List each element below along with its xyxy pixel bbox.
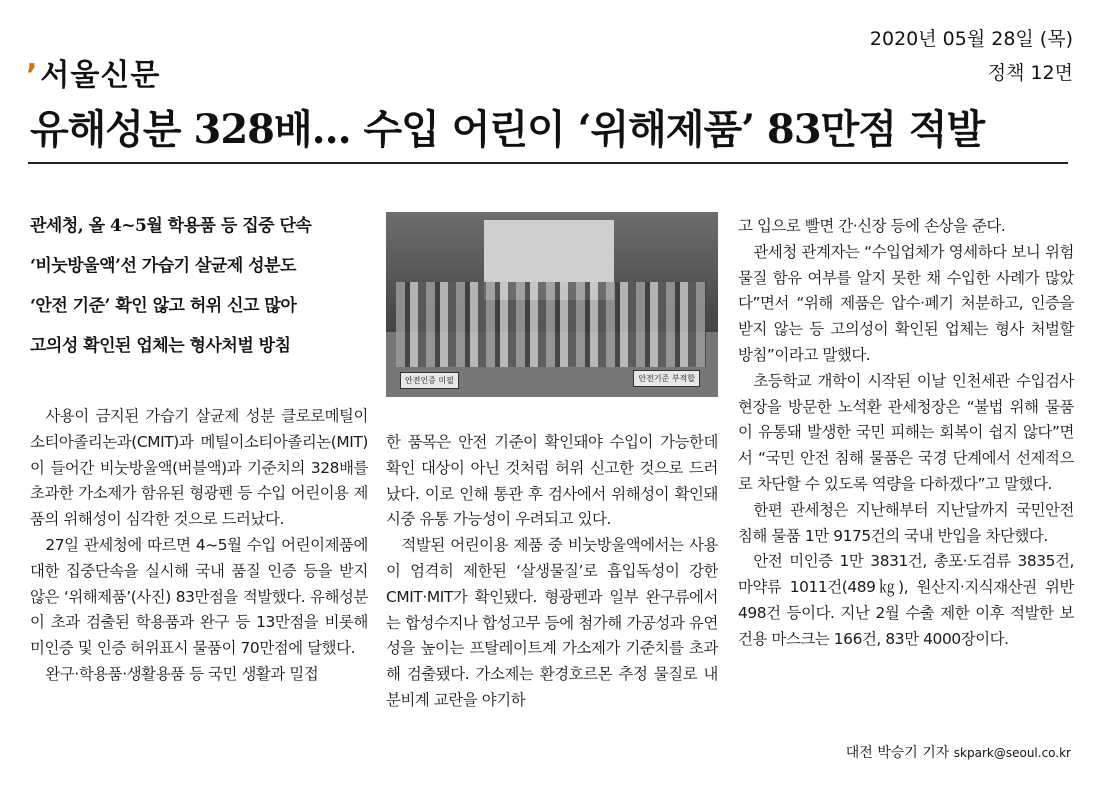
masthead-mark: ’ xyxy=(26,58,39,93)
subheadlines xyxy=(30,206,370,366)
photo-sign-nonconforming: 안전기준 부적합 xyxy=(633,370,700,387)
photo-seized-goods xyxy=(396,282,706,367)
paragraph: 안전 미인증 1만 3831건, 총포·도검류 3835건, 마약류 1011건(489㎏), 원산지·지식재산권 위반 498건 등이다. 지난 2월 수출 제한 이후 적발한 보건용 마스크는 166건, 83만 4000장이다. xyxy=(738,552,1074,648)
byline-reporter: 대전 박승기 기자 xyxy=(845,745,950,761)
article-column-2 xyxy=(386,430,718,714)
paragraph: 완구·학용품·생활용품 등 국민 생활과 밀접 xyxy=(45,664,319,683)
paragraph: 27일 관세청에 따르면 4~5월 수입 어린이제품에 대한 집중단속을 실시해 국내 품질 인증 등을 받지 않은 ‘위해제품’(사진) 83만점을 적발했다. 유해성분이 초과 검출된 학용품과 완구 등 13만점을 비롯해 미인증 및 인증 허위표시 물품이 70만점에 달했다. xyxy=(30,535,368,658)
byline-email: skpark@seoul.co.kr xyxy=(953,746,1071,760)
article-column-1 xyxy=(30,404,368,688)
subheadline: 고의성 확인된 업체는 형사처벌 방침 xyxy=(30,336,291,356)
article-photo xyxy=(386,212,718,397)
headline-divider xyxy=(28,162,1068,164)
subheadline: ‘안전 기준’ 확인 않고 허위 신고 많아 xyxy=(30,296,297,316)
article-column-3 xyxy=(738,214,1074,653)
photo-sign-uncertified: 안전인증 미필 xyxy=(400,372,459,389)
byline xyxy=(846,742,1071,762)
masthead-logo xyxy=(26,50,160,94)
paragraph: 한 품목은 안전 기준이 확인돼야 수입이 가능한데 확인 대상이 아닌 것처럼 허위 신고한 것으로 드러났다. 이로 인해 통관 후 검사에서 위해성이 확인돼 시중 유통 가능성이 우려되고 있다. xyxy=(386,433,718,529)
headline: 유해성분 328배… 수입 어린이 ‘위해제품’ 83만점 적발 xyxy=(30,106,985,153)
paragraph: 사용이 금지된 가습기 살균제 성분 클로로메틸이소티아졸리논과(CMIT)과 메틸이소티아졸리논(MIT)이 들어간 비눗방울액(버블액)과 기준치의 328배를 초과한 가소제가 함유된 형광펜 등 수입 어린이용 제품의 위해성이 심각한 것으로 드러났다. xyxy=(30,407,368,529)
masthead-name: 서울신문 xyxy=(40,58,161,93)
paragraph: 적발된 어린이용 제품 중 비눗방울액에서는 사용이 엄격히 제한된 ‘살생물질’로 흡입독성이 강한 CMIT·MIT가 확인됐다. 형광펜과 일부 완구류에서는 합성수지나 합성고무 등에 첨가해 가공성과 유연성을 높이는 프탈레이트계 가소제가 기준치를 초과해 검출됐다. 가소제는 환경호르몬 추정 물질로 내분비계 교란을 야기하 xyxy=(386,536,718,709)
paragraph: 한편 관세청은 지난해부터 지난달까지 국민안전 침해 물품 1만 9175건의 국내 반입을 차단했다. xyxy=(738,500,1074,545)
section-page: 정책 12면 xyxy=(987,62,1073,84)
subheadline: ‘비눗방울액’선 가습기 살균제 성분도 xyxy=(30,256,296,276)
subheadline: 관세청, 올 4~5월 학용품 등 집중 단속 xyxy=(30,216,312,236)
paragraph: 초등학교 개학이 시작된 이날 인천세관 수입검사 현장을 방문한 노석환 관세청장은 “불법 위해 물품이 유통돼 발생한 국민 피해는 회복이 쉽지 않다”면서 “국민 안전 침해 물품은 국경 단계에서 선제적으로 차단할 수 있도록 역량을 다하겠다”고 말했다. xyxy=(738,371,1074,493)
paragraph: 관세청 관계자는 “수입업체가 영세하다 보니 위험물질 함유 여부를 알지 못한 채 수입한 사례가 많았다”면서 “위해 제품은 압수·폐기 처분하고, 인증을 받지 않는 등 고의성이 확인된 업체는 형사 처벌할 방침”이라고 말했다. xyxy=(738,242,1074,364)
paragraph: 고 입으로 빨면 간·신장 등에 손상을 준다. xyxy=(738,217,1006,235)
publication-date: 2020년 05월 28일 (목) xyxy=(869,28,1073,50)
